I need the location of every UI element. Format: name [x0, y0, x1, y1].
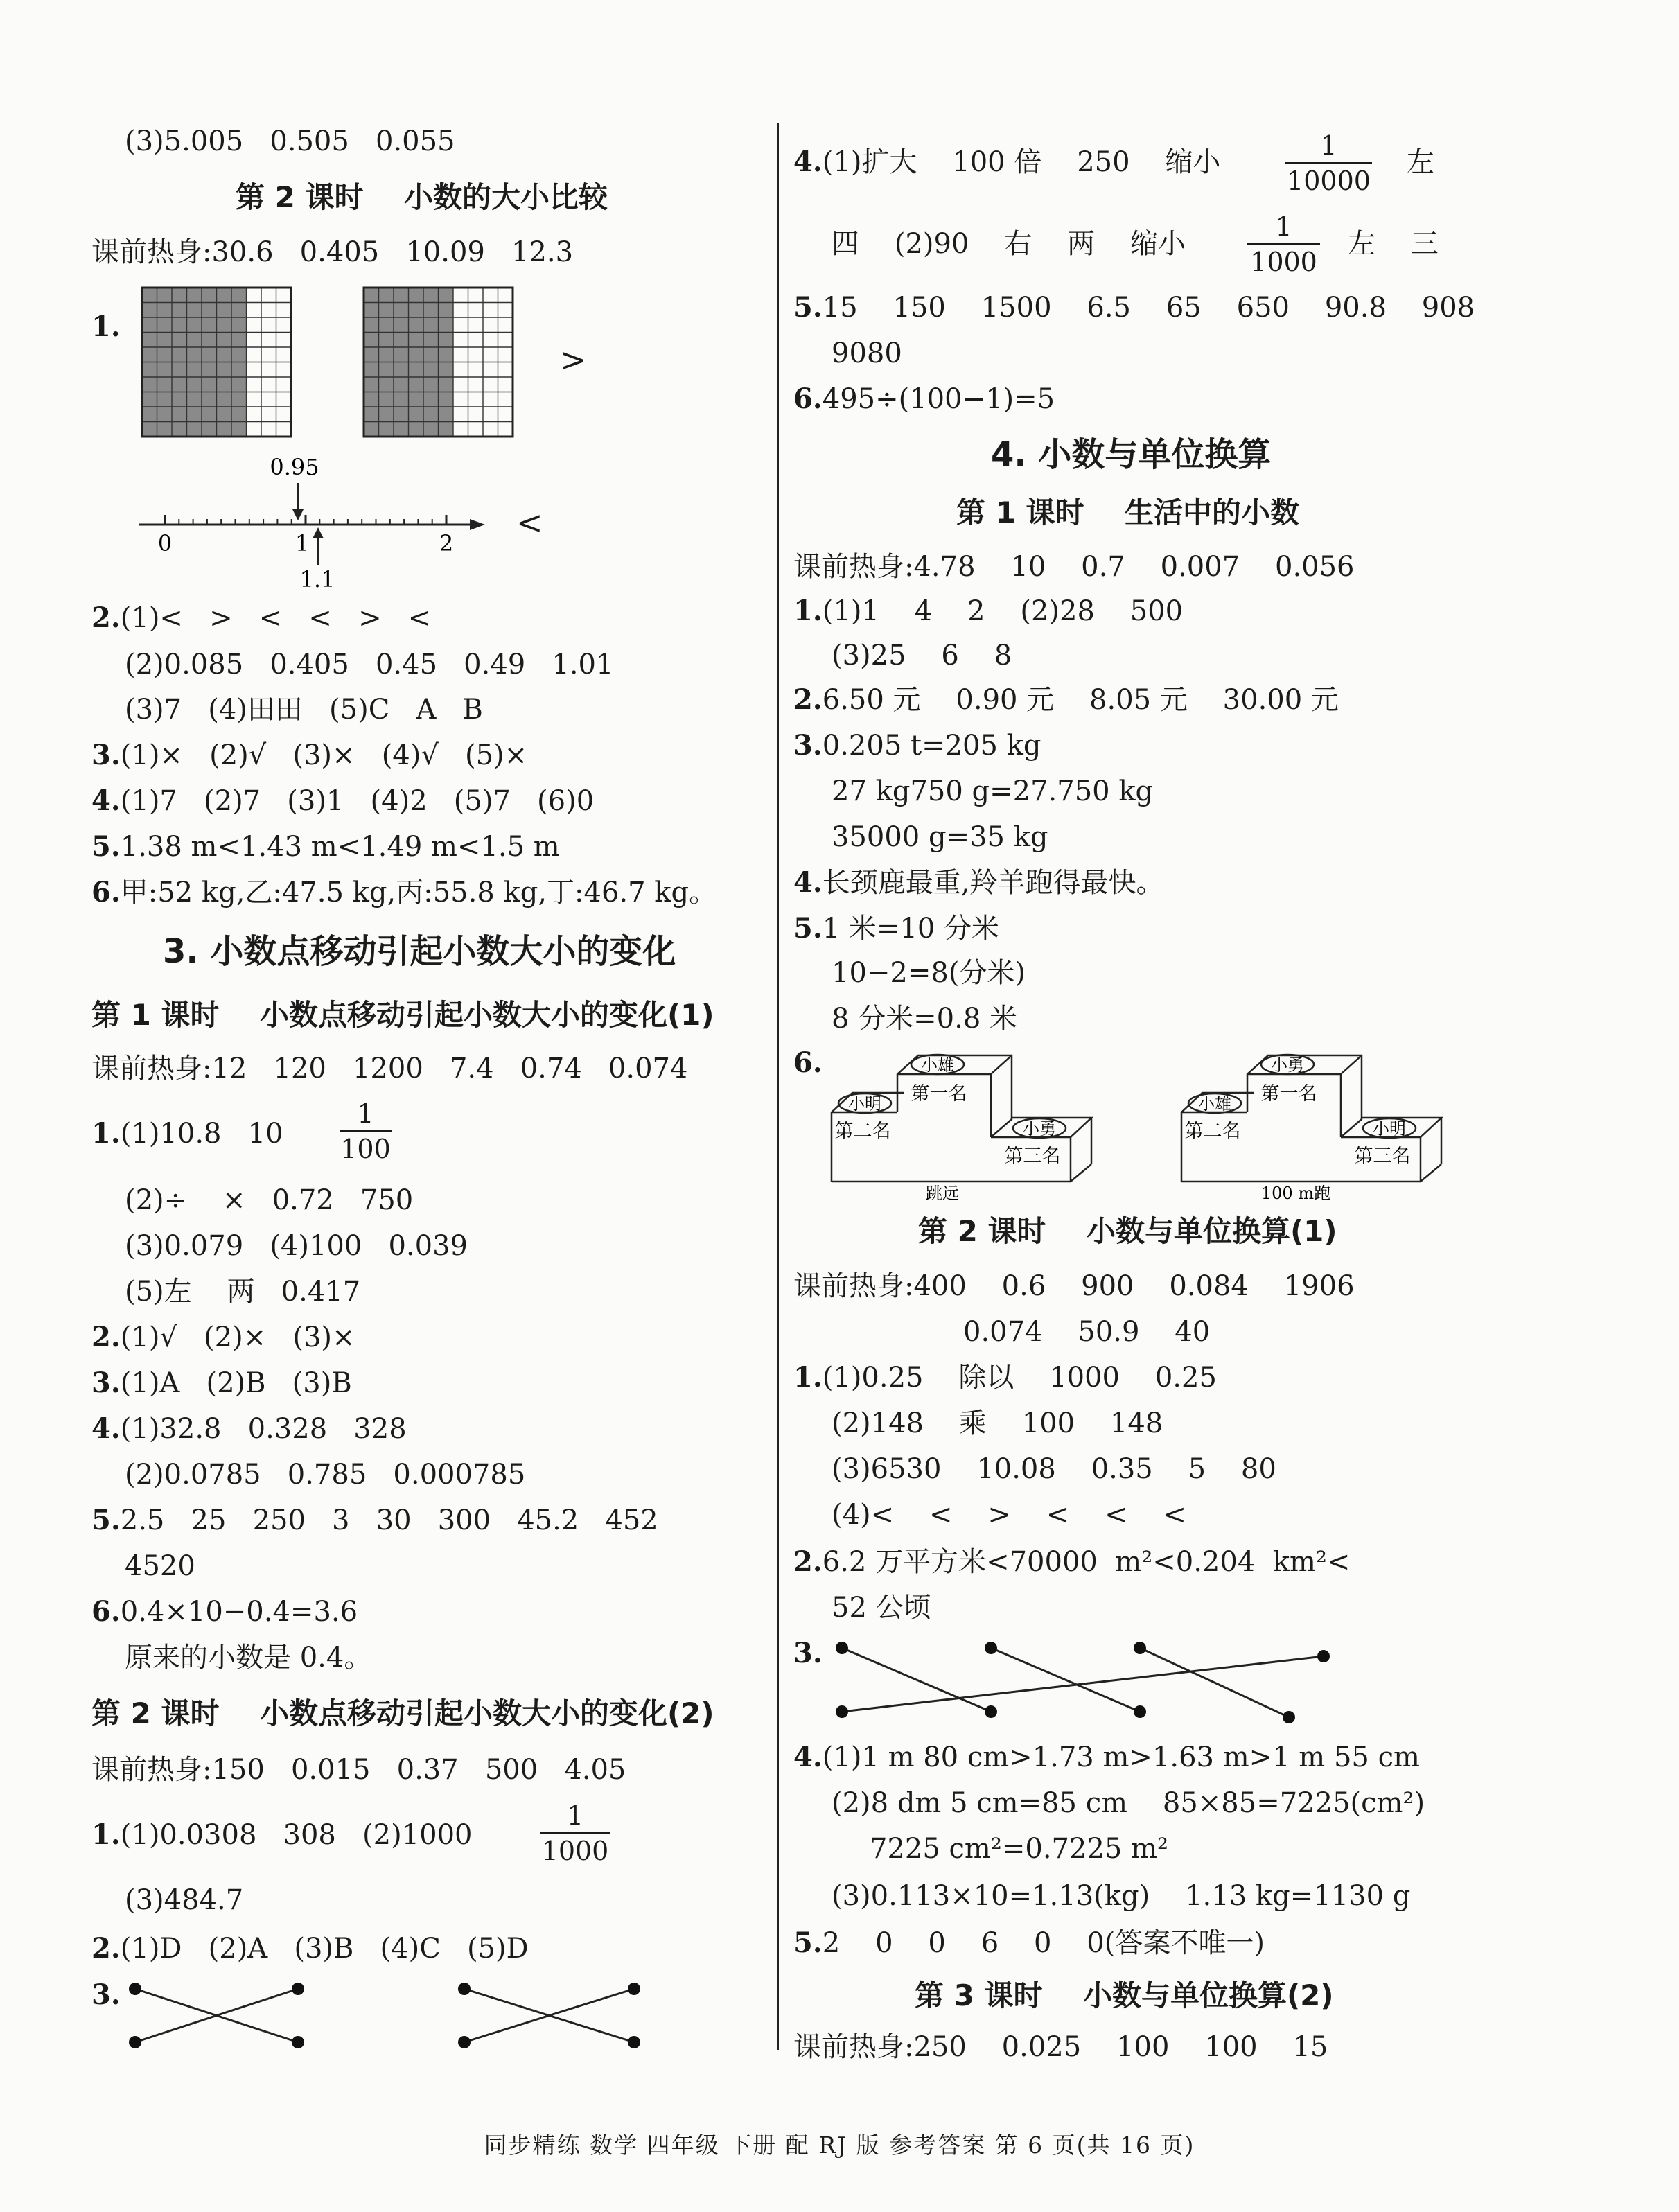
answer-line: (4)< < > < < <: [832, 1499, 1187, 1531]
match-dot: [628, 2036, 640, 2048]
number-line: [139, 454, 527, 592]
fraction-numerator: 1: [357, 1098, 374, 1129]
answer-line: 1.38 m<1.43 m<1.49 m<1.5 m: [120, 831, 560, 863]
fraction-numerator: 1: [1275, 211, 1292, 242]
page-footer: 同步精练 数学 四年级 下册 配 RJ 版 参考答案 第 6 页(共 16 页): [484, 2132, 1195, 2159]
answer-line: 495÷(100−1)=5: [822, 383, 1055, 415]
warmup-line: 课前热身:30.6 0.405 10.09 12.3: [91, 236, 574, 268]
match-dot: [129, 1983, 141, 1995]
podium-100m-run: [1175, 1043, 1486, 1202]
fraction-denominator: 10000: [1287, 166, 1371, 196]
match-dot: [458, 1983, 471, 1995]
match-dot: [129, 2036, 141, 2048]
answer-line: (1)× (2)√ (3)× (4)√ (5)×: [120, 739, 528, 771]
answer-line: 原来的小数是 0.4。: [125, 1642, 372, 1674]
answer-line: (3)0.113×10=1.13(kg) 1.13 kg=1130 g: [832, 1880, 1411, 1912]
answer-line: (1)7 (2)7 (3)1 (4)2 (5)7 (6)0: [120, 785, 595, 817]
answer-line: 0.4×10−0.4=3.6: [120, 1596, 358, 1628]
question-number: 3.: [91, 1978, 121, 2011]
question-number: 1.: [91, 310, 121, 343]
match-dot: [836, 1705, 848, 1718]
answer-line: 长颈鹿最重,羚羊跑得最快。: [822, 867, 1164, 899]
fraction-numerator: 1: [566, 1800, 584, 1831]
answer-line: 2.5 25 250 3 30 300 45.2 452: [120, 1504, 658, 1536]
answer-line: (3)484.7: [125, 1884, 244, 1916]
answer-line: (1)A (2)B (3)B: [120, 1367, 352, 1399]
answer-line: (2)÷ × 0.72 750: [125, 1184, 414, 1216]
nl-label-0: 0: [157, 530, 173, 556]
match-dot: [1134, 1642, 1146, 1654]
answer-line: (3)6530 10.08 0.35 5 80: [832, 1453, 1276, 1485]
grid-09: [364, 288, 513, 437]
third-place-name: 小明: [1373, 1119, 1406, 1139]
fraction: [540, 1800, 610, 1866]
third-place-label: 第三名: [1354, 1146, 1411, 1167]
answer-line: (3)25 6 8: [832, 640, 1012, 672]
match-dot: [1283, 1711, 1295, 1723]
answer-line: 0.205 t=205 kg: [822, 730, 1041, 762]
fraction-denominator: 1000: [541, 1836, 609, 1866]
answer-line: (3)7 (4)田田 (5)C A B: [125, 694, 483, 726]
answer-line: (1)0.25 除以 1000 0.25: [822, 1362, 1217, 1394]
match-dot: [1317, 1650, 1330, 1662]
answer-line: (2)0.085 0.405 0.45 0.49 1.01: [125, 649, 614, 681]
answer-line: (1)< > < < > <: [120, 602, 432, 634]
grid-095: [142, 288, 291, 437]
answer-line: 7225 cm²=0.7225 m²: [870, 1833, 1169, 1865]
fraction-denominator: 100: [340, 1134, 391, 1164]
first-place-label: 第一名: [911, 1083, 967, 1105]
answer-line: (1)扩大 100 倍 250 缩小: [822, 146, 1221, 178]
third-place-name: 小勇: [1023, 1119, 1056, 1139]
question-number: 3.: [793, 1637, 823, 1669]
answer-line: (2)148 乘 100 148: [832, 1407, 1163, 1439]
answer-page: (3)5.005 0.505 0.055 第 2 课时 小数的大小比较 课前热身:30.6 0.405 10.09 12.3 1. > 0.95 0 1 2 1.1 < 2.(1)< > < < > < (2)0.085 0.405 0.45 0.49 1.01 (3)7 (4)田田 (5)C A B 3.(1)× (2)√ (3)× (4)√ (5)× 4.(1)7 (2)7 (3)1 (4)2 (5)7 (6)0 5.1.38 m<1.43 m<1.49 m<1.5 m 6.甲:52 kg,乙:47.5 kg,丙:55.8 kg,丁:46.7 kg。 3. 小数点移动引起小数大小的变化 第 1 课时 小数点移动引起小数大小的变化(1) 课前热身:12 120 1200 7.4 0.74 0.074 1.(1)10.8 10 1 100 (2)÷ × 0.72 750 (3)0.079 (4)100 0.039 (5)左 两 0.417 2.(1)√ (2)× (3)× 3.(1)A (2)B (3)B 4.(1)32.8 0.328 328 (2)0.0785 0.785 0.000785 5.2.5 25 250 3 30 300 45.2 452 4520 6.0.4×10−0.4=3.6 原来的小数是 0.4。 第 2 课时 小数点移动引起小数大小的变化(2) 课前热身:150 0.015 0.37 500 4.05 1.(1)0.0308 308 (2)1000 1 1000 (3)484.7 2.(1)D (2)A (3)B (4)C (5)D 3. 4.(1)扩大 100 倍 250 缩小 1 10000 左 四 (2)90 右 两 缩小 1 1000 左 三 5.15 150 1500 6.5 65 650 90.8 908 9080 6.495÷(100−1)=5 4. 小数与单位换算 第 1 课时 生活中的小数 课前热身:4.78 10 0.7 0.007 0.056 1.(1)1 4 2 (2)28 500 (3)25 6 8 2.6.50 元 0.90 元 8.05 元 30.00 元 3.0.205 t=205 kg 27 kg750 g=27.750 kg 35000 g=35 kg 4.长颈鹿最重,羚羊跑得最快。 5.1 米=10 分米 10−2=8(分米) 8 分米=0.8 米 6. 小明 小雄 小勇 第一名 第二名 第三名 跳远 小雄 小勇 小明 第一名 第二名 第三名 100 m跑 第 2 课时 小数与单位换算(1) 课前热身:400 0.6 900 0.084 1906 0.074 50.9 40 1.(1)0.25 除以 1000 0.25 (2)148 乘 100 148 (3)6530 10.08 0.35 5 80 (4)< < > < < < 2.6.2 万平方米<70000 m²<0.204 km²< 52 公顷 3. 4.(1)1 m 80 cm>1.73 m>1.63 m>1 m 55 cm (2)8 dm 5 cm=85 cm 85×85=7225(cm²) 7225 cm²=0.7225 m² (3)0.113×10=1.13(kg) 1.13 kg=1130 g 5.2 0 0 6 0 0(答案不唯一) 第 3 课时 小数与单位换算(2) 课前热身:250 0.025 100 100 15 同步精练 数学 四年级 下册 配 RJ 版 参考答案 第 6 页(共 16 页): [0, 0, 1679, 2212]
matching-diagram-right: [832, 1635, 1386, 1726]
hundred-grids: [142, 288, 523, 454]
answer-line: 6.2 万平方米<70000 m²<0.204 km²<: [822, 1546, 1351, 1578]
second-place-name: 小明: [848, 1094, 881, 1114]
second-place-label: 第二名: [834, 1121, 891, 1142]
nl-label-1: 1: [295, 530, 310, 556]
question-number: 6.: [793, 1046, 823, 1079]
answer-line: 10−2=8(分米): [832, 957, 1026, 989]
match-dot: [628, 1983, 640, 1995]
lesson-title: 第 2 课时 小数的大小比较: [236, 180, 608, 214]
answer-line: 四 (2)90 右 两 缩小: [832, 228, 1186, 260]
warmup-line: 0.074 50.9 40: [963, 1316, 1211, 1348]
answer-line: 1 米=10 分米: [822, 913, 1000, 945]
answer-line: (2)0.0785 0.785 0.000785: [125, 1459, 526, 1491]
column-divider: [777, 123, 779, 2050]
unit-title: 4. 小数与单位换算: [991, 435, 1272, 474]
match-dot: [985, 1642, 997, 1654]
answer-line: (1)10.8 10: [120, 1118, 283, 1150]
compare-sign: >: [560, 341, 587, 378]
fraction-numerator: 1: [1320, 130, 1337, 161]
third-place-label: 第三名: [1004, 1146, 1061, 1167]
matching-diagram-left: [125, 1978, 665, 2055]
match-dot: [836, 1642, 848, 1654]
podium-caption: 100 m跑: [1260, 1184, 1331, 1203]
answer-line: (1)1 m 80 cm>1.73 m>1.63 m>1 m 55 cm: [822, 1741, 1420, 1773]
second-place-label: 第二名: [1184, 1121, 1241, 1142]
match-dot: [985, 1705, 997, 1718]
answer-line: 15 150 1500 6.5 65 650 90.8 908: [822, 292, 1475, 324]
warmup-line: 课前热身:12 120 1200 7.4 0.74 0.074: [91, 1053, 688, 1085]
fraction: [1285, 130, 1372, 196]
arrow-down-icon: [292, 509, 304, 520]
answer-line: (5)左 两 0.417: [125, 1276, 361, 1308]
arrow-up-icon: [313, 527, 324, 538]
lesson-title: 第 1 课时 小数点移动引起小数大小的变化(1): [91, 998, 714, 1032]
fraction: [340, 1098, 392, 1164]
podium-long-jump: [825, 1043, 1136, 1202]
second-place-name: 小雄: [1198, 1094, 1231, 1114]
fraction-denominator: 1000: [1250, 247, 1317, 277]
first-place-label: 第一名: [1260, 1083, 1317, 1105]
match-dot: [458, 2036, 471, 2048]
first-place-name: 小勇: [1271, 1055, 1304, 1075]
answer-line: (1)0.0308 308 (2)1000: [120, 1819, 473, 1851]
warmup-line: 课前热身:150 0.015 0.37 500 4.05: [91, 1754, 626, 1786]
answer-line: 52 公顷: [832, 1592, 931, 1624]
fraction: [1247, 211, 1320, 277]
podium-caption: 跳远: [926, 1184, 959, 1203]
answer-line: 6.50 元 0.90 元 8.05 元 30.00 元: [822, 684, 1339, 716]
answer-line: (1)√ (2)× (3)×: [120, 1322, 355, 1353]
arrow-right-icon: [470, 519, 485, 530]
answer-line: 甲:52 kg,乙:47.5 kg,丙:55.8 kg,丁:46.7 kg。: [120, 877, 717, 909]
compare-sign: <: [516, 504, 543, 541]
answer-line: (1)32.8 0.328 328: [120, 1413, 407, 1445]
answer-line: 8 分米=0.8 米: [832, 1003, 1018, 1035]
answer-line: (3)5.005 0.505 0.055: [125, 125, 455, 157]
lesson-title: 第 1 课时 生活中的小数: [956, 495, 1299, 529]
answer-line: 27 kg750 g=27.750 kg: [832, 775, 1154, 807]
answer-line: 2 0 0 6 0 0(答案不唯一): [822, 1927, 1265, 1959]
match-dot: [292, 1983, 304, 1995]
answer-line: (3)0.079 (4)100 0.039: [125, 1230, 468, 1262]
answer-line: (2)8 dm 5 cm=85 cm 85×85=7225(cm²): [832, 1787, 1425, 1819]
lesson-title: 第 3 课时 小数与单位换算(2): [915, 1978, 1334, 2012]
answer-line: 35000 g=35 kg: [832, 821, 1048, 853]
answer-line: 左 三: [1348, 228, 1439, 260]
warmup-line: 课前热身:400 0.6 900 0.084 1906: [793, 1270, 1355, 1302]
first-place-name: 小雄: [921, 1055, 954, 1075]
lesson-title: 第 2 课时 小数点移动引起小数大小的变化(2): [91, 1696, 714, 1730]
answer-line: (1)1 4 2 (2)28 500: [822, 595, 1184, 627]
unit-title: 3. 小数点移动引起小数大小的变化: [163, 932, 676, 971]
warmup-line: 课前热身:250 0.025 100 100 15: [793, 2031, 1328, 2063]
lesson-title: 第 2 课时 小数与单位换算(1): [918, 1214, 1337, 1248]
match-dot: [1134, 1705, 1146, 1718]
answer-line: 9080: [832, 337, 902, 369]
nl-label-095: 0.95: [270, 454, 319, 480]
answer-line: 左: [1407, 146, 1434, 178]
match-dot: [292, 2036, 304, 2048]
nl-label-2: 2: [439, 530, 454, 556]
answer-line: (1)D (2)A (3)B (4)C (5)D: [120, 1933, 529, 1965]
answer-line: 4520: [125, 1550, 195, 1582]
nl-label-11: 1.1: [299, 566, 335, 592]
warmup-line: 课前热身:4.78 10 0.7 0.007 0.056: [793, 551, 1355, 583]
